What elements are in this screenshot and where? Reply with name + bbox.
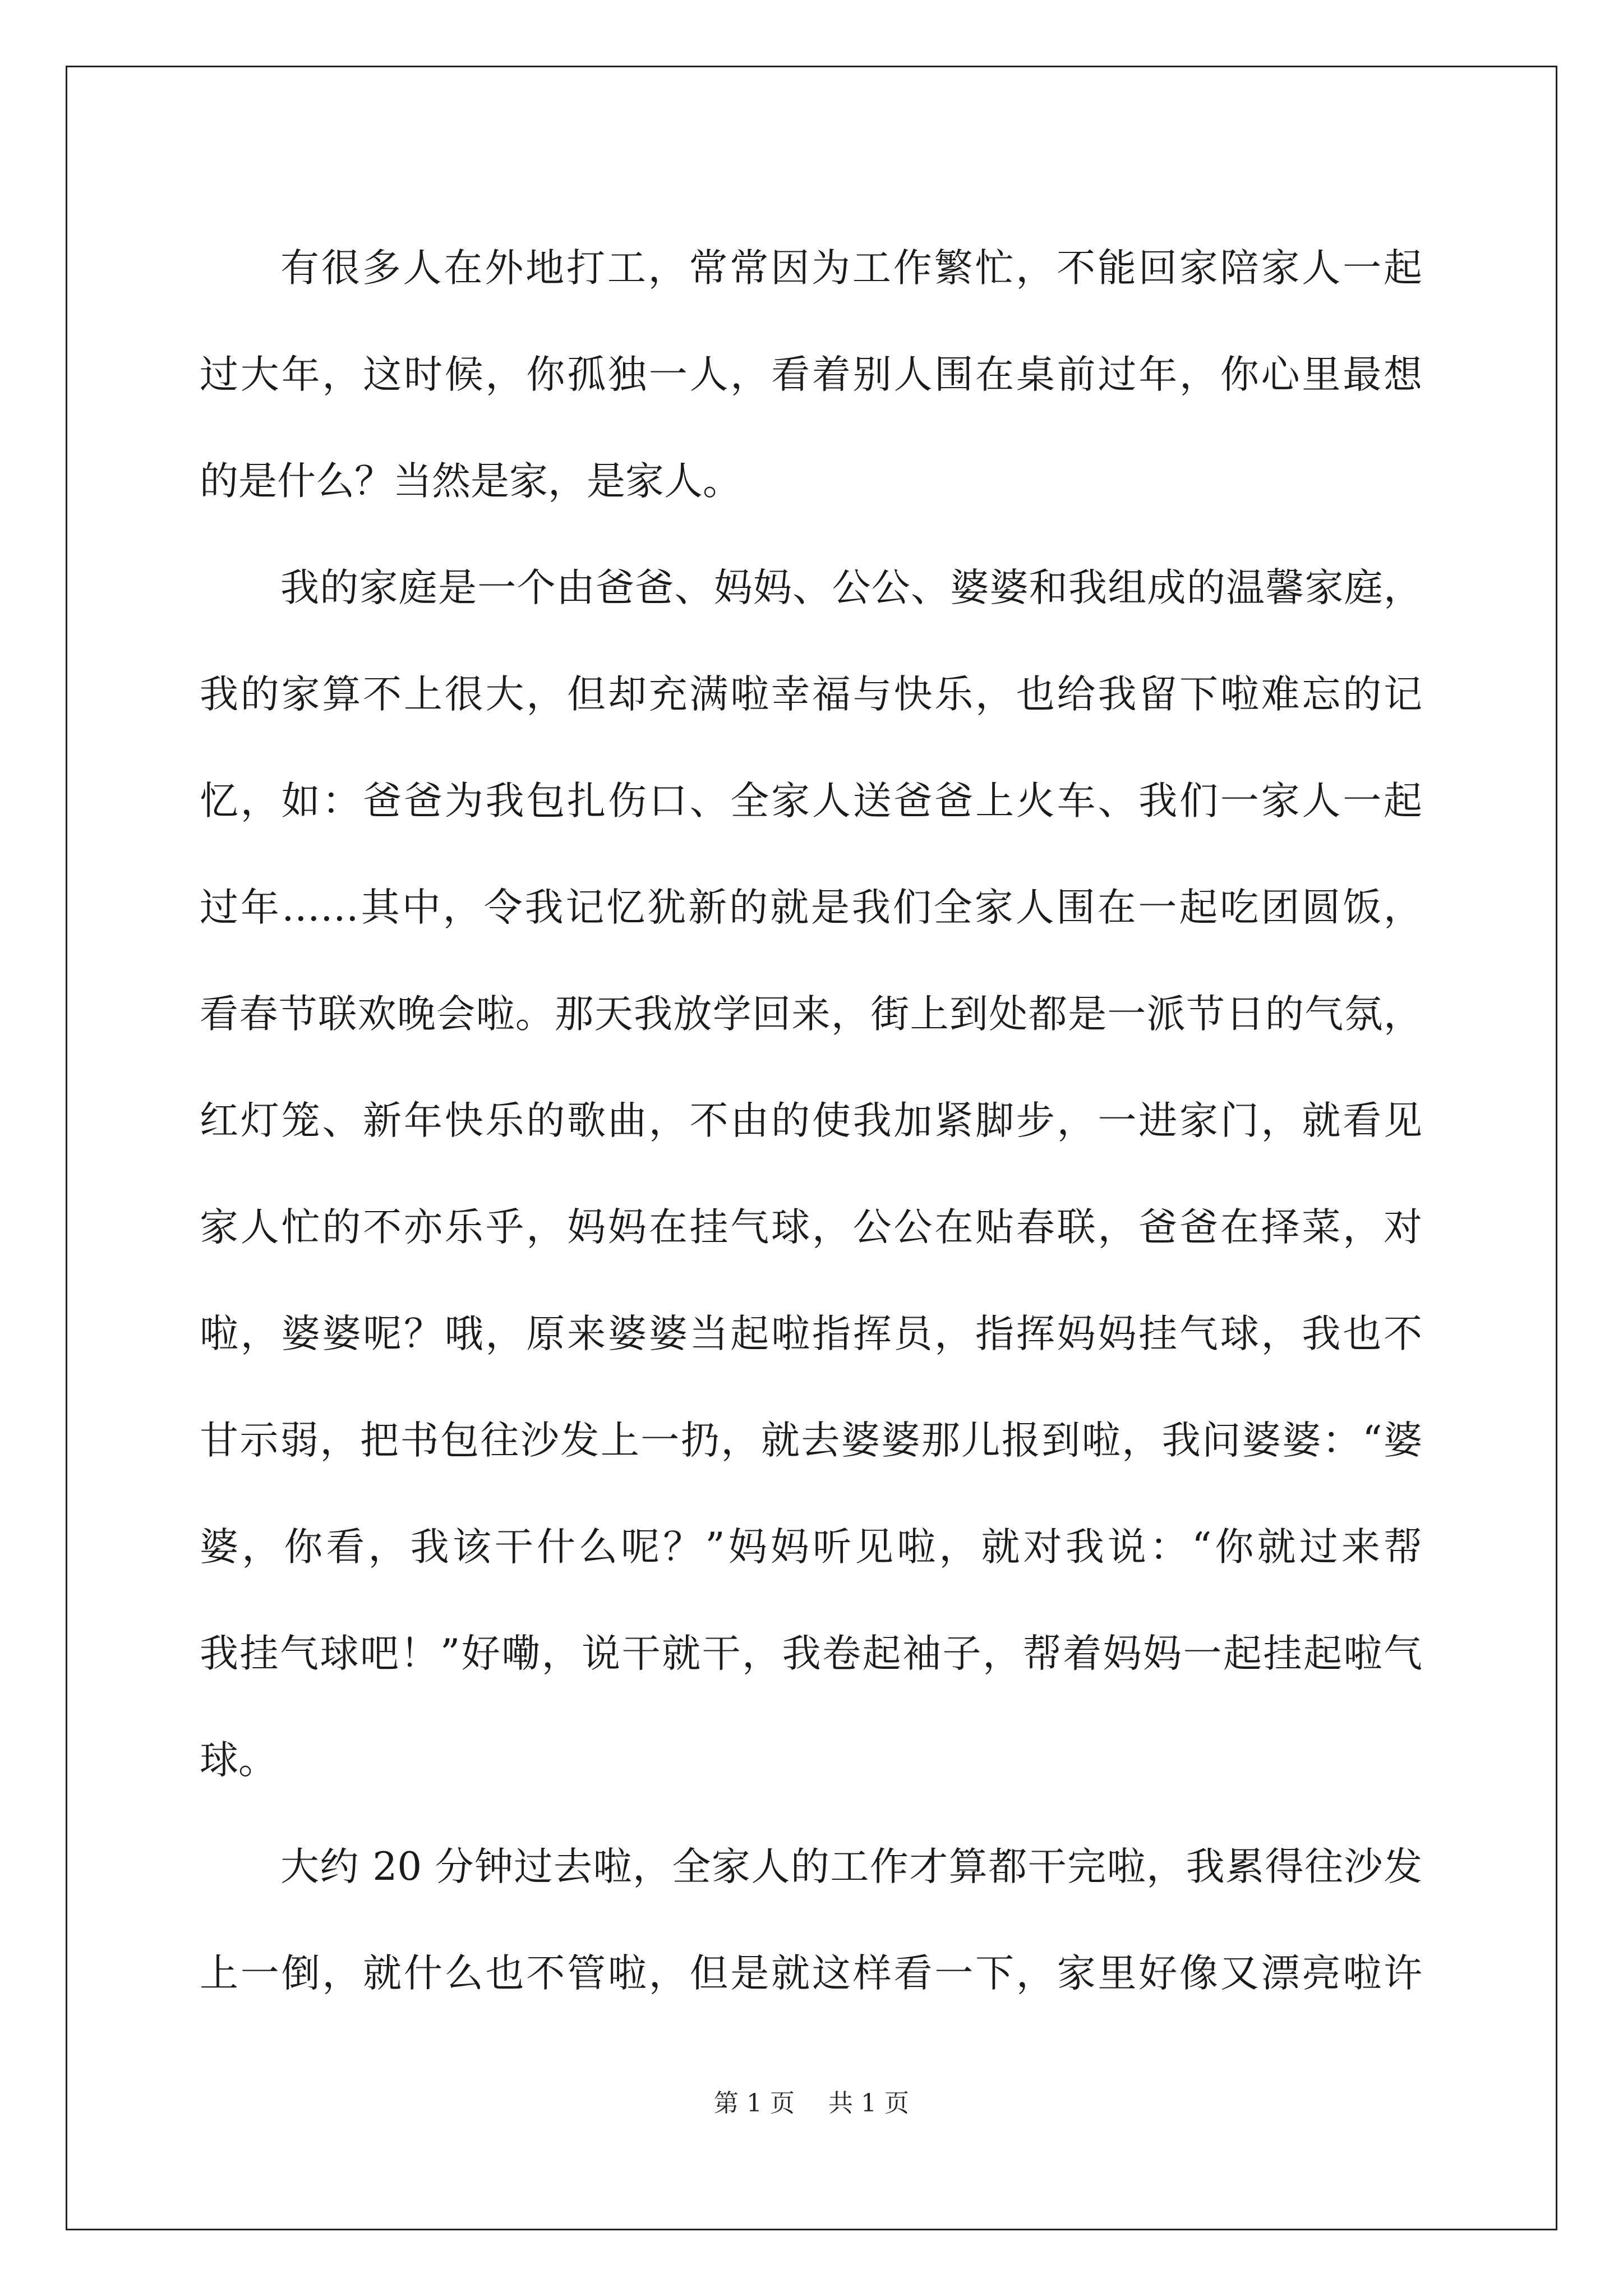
- page-number: 第 1 页: [714, 2089, 795, 2118]
- text-line: 啦，婆婆呢？哦，原来婆婆当起啦指挥员，指挥妈妈挂气球，我也不: [200, 1312, 1422, 1356]
- text-line: 忆，如：爸爸为我包扎伤口、全家人送爸爸上火车、我们一家人一起: [200, 779, 1422, 823]
- text-line: 大约 20 分钟过去啦，全家人的工作才算都干完啦，我累得往沙发: [280, 1844, 1422, 1889]
- text-line: 过年……其中，令我记忆犹新的就是我们全家人围在一起吃团圆饭，: [200, 885, 1422, 930]
- document-body: [200, 215, 1422, 2027]
- text-line: 红灯笼、新年快乐的歌曲，不由的使我加紧脚步，一进家门，就看见: [200, 1098, 1422, 1143]
- text-line: 看春节联欢晚会啦。那天我放学回来，街上到处都是一派节日的气氛，: [200, 992, 1422, 1037]
- text-line: 我挂气球吧！”好嘞，说干就干，我卷起袖子，帮着妈妈一起挂起啦气: [200, 1631, 1422, 1676]
- text-line: 我的家庭是一个由爸爸、妈妈、公公、婆婆和我组成的温馨家庭，: [280, 565, 1422, 610]
- text-line: 上一倒，就什么也不管啦，但是就这样看一下，家里好像又漂亮啦许: [200, 1951, 1422, 1996]
- text-line: 球。: [200, 1738, 277, 1783]
- text-line: 家人忙的不亦乐乎，妈妈在挂气球，公公在贴春联，爸爸在择菜，对: [200, 1205, 1422, 1250]
- text-line: 甘示弱，把书包往沙发上一扔，就去婆婆那儿报到啦，我问婆婆：“婆: [200, 1418, 1422, 1463]
- text-line: 的是什么？当然是家，是家人。: [200, 459, 741, 504]
- text-line: 婆，你看，我该干什么呢？”妈妈听见啦，就对我说：“你就过来帮: [200, 1525, 1422, 1570]
- text-line: 我的家算不上很大，但却充满啦幸福与快乐，也给我留下啦难忘的记: [200, 672, 1422, 717]
- text-line: 过大年，这时候，你孤独一人，看着别人围在桌前过年，你心里最想: [200, 352, 1422, 397]
- text-line: 有很多人在外地打工，常常因为工作繁忙，不能回家陪家人一起: [280, 246, 1422, 291]
- page-total: 共 1 页: [828, 2089, 909, 2118]
- page-footer: [0, 2087, 1623, 2120]
